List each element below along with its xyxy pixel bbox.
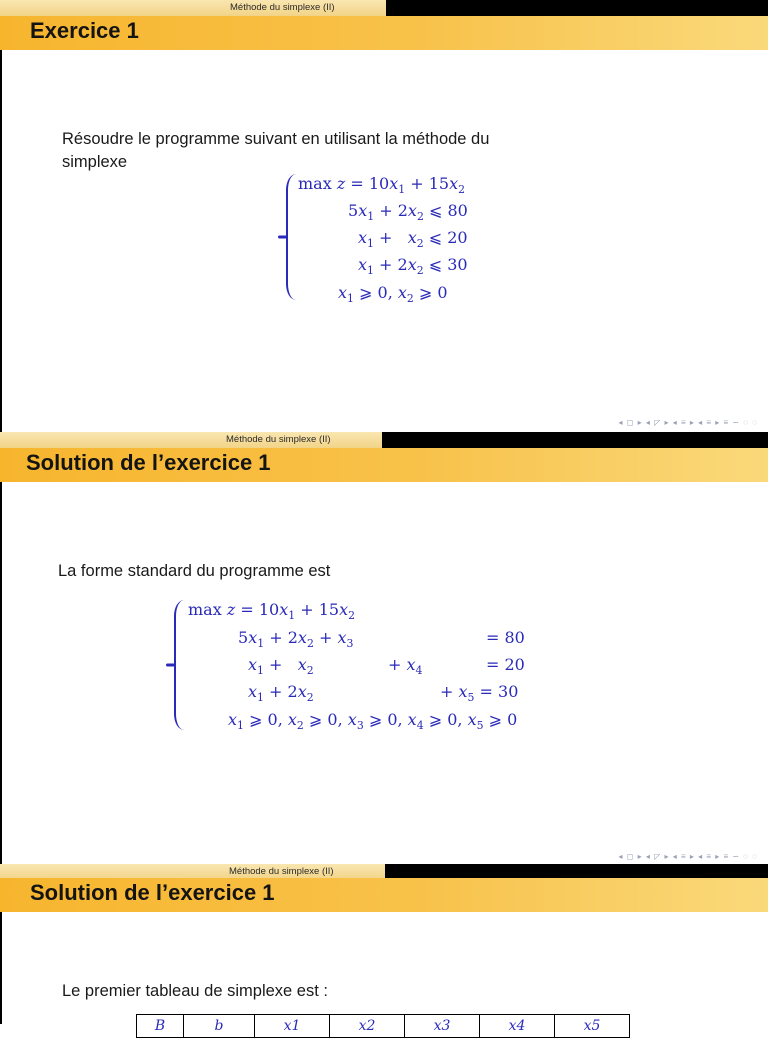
slack-x4: + $x_4$ xyxy=(388,655,423,677)
constraint-3: $x_1 + 2x_2$ xyxy=(248,682,314,704)
slide-first-tableau xyxy=(0,864,768,1034)
constraint-1: $5x_1 + 2x_2$ ⩽ 80 xyxy=(348,201,468,223)
constraint-2: $x_1 + x_2$ xyxy=(248,655,314,677)
beamer-navigation[interactable] xyxy=(619,852,758,861)
objective-function: $\max z = 10x_1 + 15x_2$ xyxy=(188,600,356,622)
header-cell: x3 xyxy=(405,1015,480,1038)
intro-text: La forme standard du programme est xyxy=(58,562,331,580)
header-cell: b xyxy=(184,1015,255,1038)
intro-text xyxy=(62,128,722,174)
beamer-navigation[interactable] xyxy=(619,418,758,427)
navigation-symbols[interactable]: ◂ ◻ ▸ ◂ ◸ ▸ ◂ ≡ ▸ ◂ ≡ ▸ ≡ ∽ ◌ ◌ xyxy=(618,418,758,427)
constraint-3-rhs: + $x_5 = 30$ xyxy=(440,682,519,704)
slide-exercice-1 xyxy=(0,0,768,432)
header-section-label: Méthode du simplexe (II) xyxy=(229,866,334,877)
title-bar xyxy=(0,448,768,482)
constraint-1-rhs: = 80 xyxy=(486,628,525,647)
linear-program xyxy=(280,172,540,304)
tableau-header-row xyxy=(137,1015,630,1038)
header-cell: x2 xyxy=(330,1015,405,1038)
header-strip-right xyxy=(386,0,768,16)
objective-function: $\max z = 10x_1 + 15x_2$ xyxy=(298,174,466,196)
header-strip-left xyxy=(0,0,230,16)
header-section-label: Méthode du simplexe (II) xyxy=(226,434,331,445)
slide-title: Exercice 1 xyxy=(30,18,139,43)
system-brace xyxy=(286,174,298,300)
header-cell: x5 xyxy=(555,1015,630,1038)
navigation-symbols[interactable]: ◂ ◻ ▸ ◂ ◸ ▸ ◂ ≡ ▸ ◂ ≡ ▸ ≡ ∽ ◌ ◌ xyxy=(618,852,758,861)
header-cell: B xyxy=(137,1015,184,1038)
header-strip-section xyxy=(230,0,386,16)
simplex-tableau xyxy=(136,1014,630,1038)
constraint-2-rhs: = 20 xyxy=(486,655,525,674)
title-bar xyxy=(0,878,768,912)
slide-left-border xyxy=(0,432,2,864)
nonnegativity: $x_1$ ⩾ 0, $x_2$ ⩾ 0 xyxy=(338,283,448,305)
title-bar xyxy=(0,16,768,50)
nonnegativity: $x_1$ ⩾ 0, $x_2$ ⩾ 0, $x_3$ ⩾ 0, $x_4$ ⩾ 0, $x_5$ ⩾ 0 xyxy=(228,710,518,732)
intro-line-1 xyxy=(62,128,722,151)
constraint-3: $x_1 + 2x_2$ ⩽ 30 xyxy=(358,255,468,277)
slide-left-border xyxy=(0,0,2,432)
intro-line-1-text: Résoudre le programme suivant en utilisant la méthode du xyxy=(62,130,490,148)
header-cell: x1 xyxy=(255,1015,330,1038)
header-strip-section xyxy=(226,432,382,448)
header-strip-right xyxy=(382,432,768,448)
slide-title: Solution de l’exercice 1 xyxy=(30,880,275,905)
intro-line-2: simplexe xyxy=(62,153,128,171)
header-strip-left xyxy=(0,432,226,448)
constraint-1: $5x_1 + 2x_2 + x_3$ xyxy=(238,628,354,650)
standard-form-program xyxy=(172,598,632,734)
slide-title: Solution de l’exercice 1 xyxy=(26,450,271,475)
constraint-2: $x_1 + x_2$ ⩽ 20 xyxy=(358,228,468,250)
system-brace xyxy=(174,600,186,730)
slide-solution-standard-form xyxy=(0,432,768,864)
header-section-label: Méthode du simplexe (II) xyxy=(230,2,335,13)
header-cell: x4 xyxy=(480,1015,555,1038)
intro-text: Le premier tableau de simplexe est : xyxy=(62,982,328,1000)
